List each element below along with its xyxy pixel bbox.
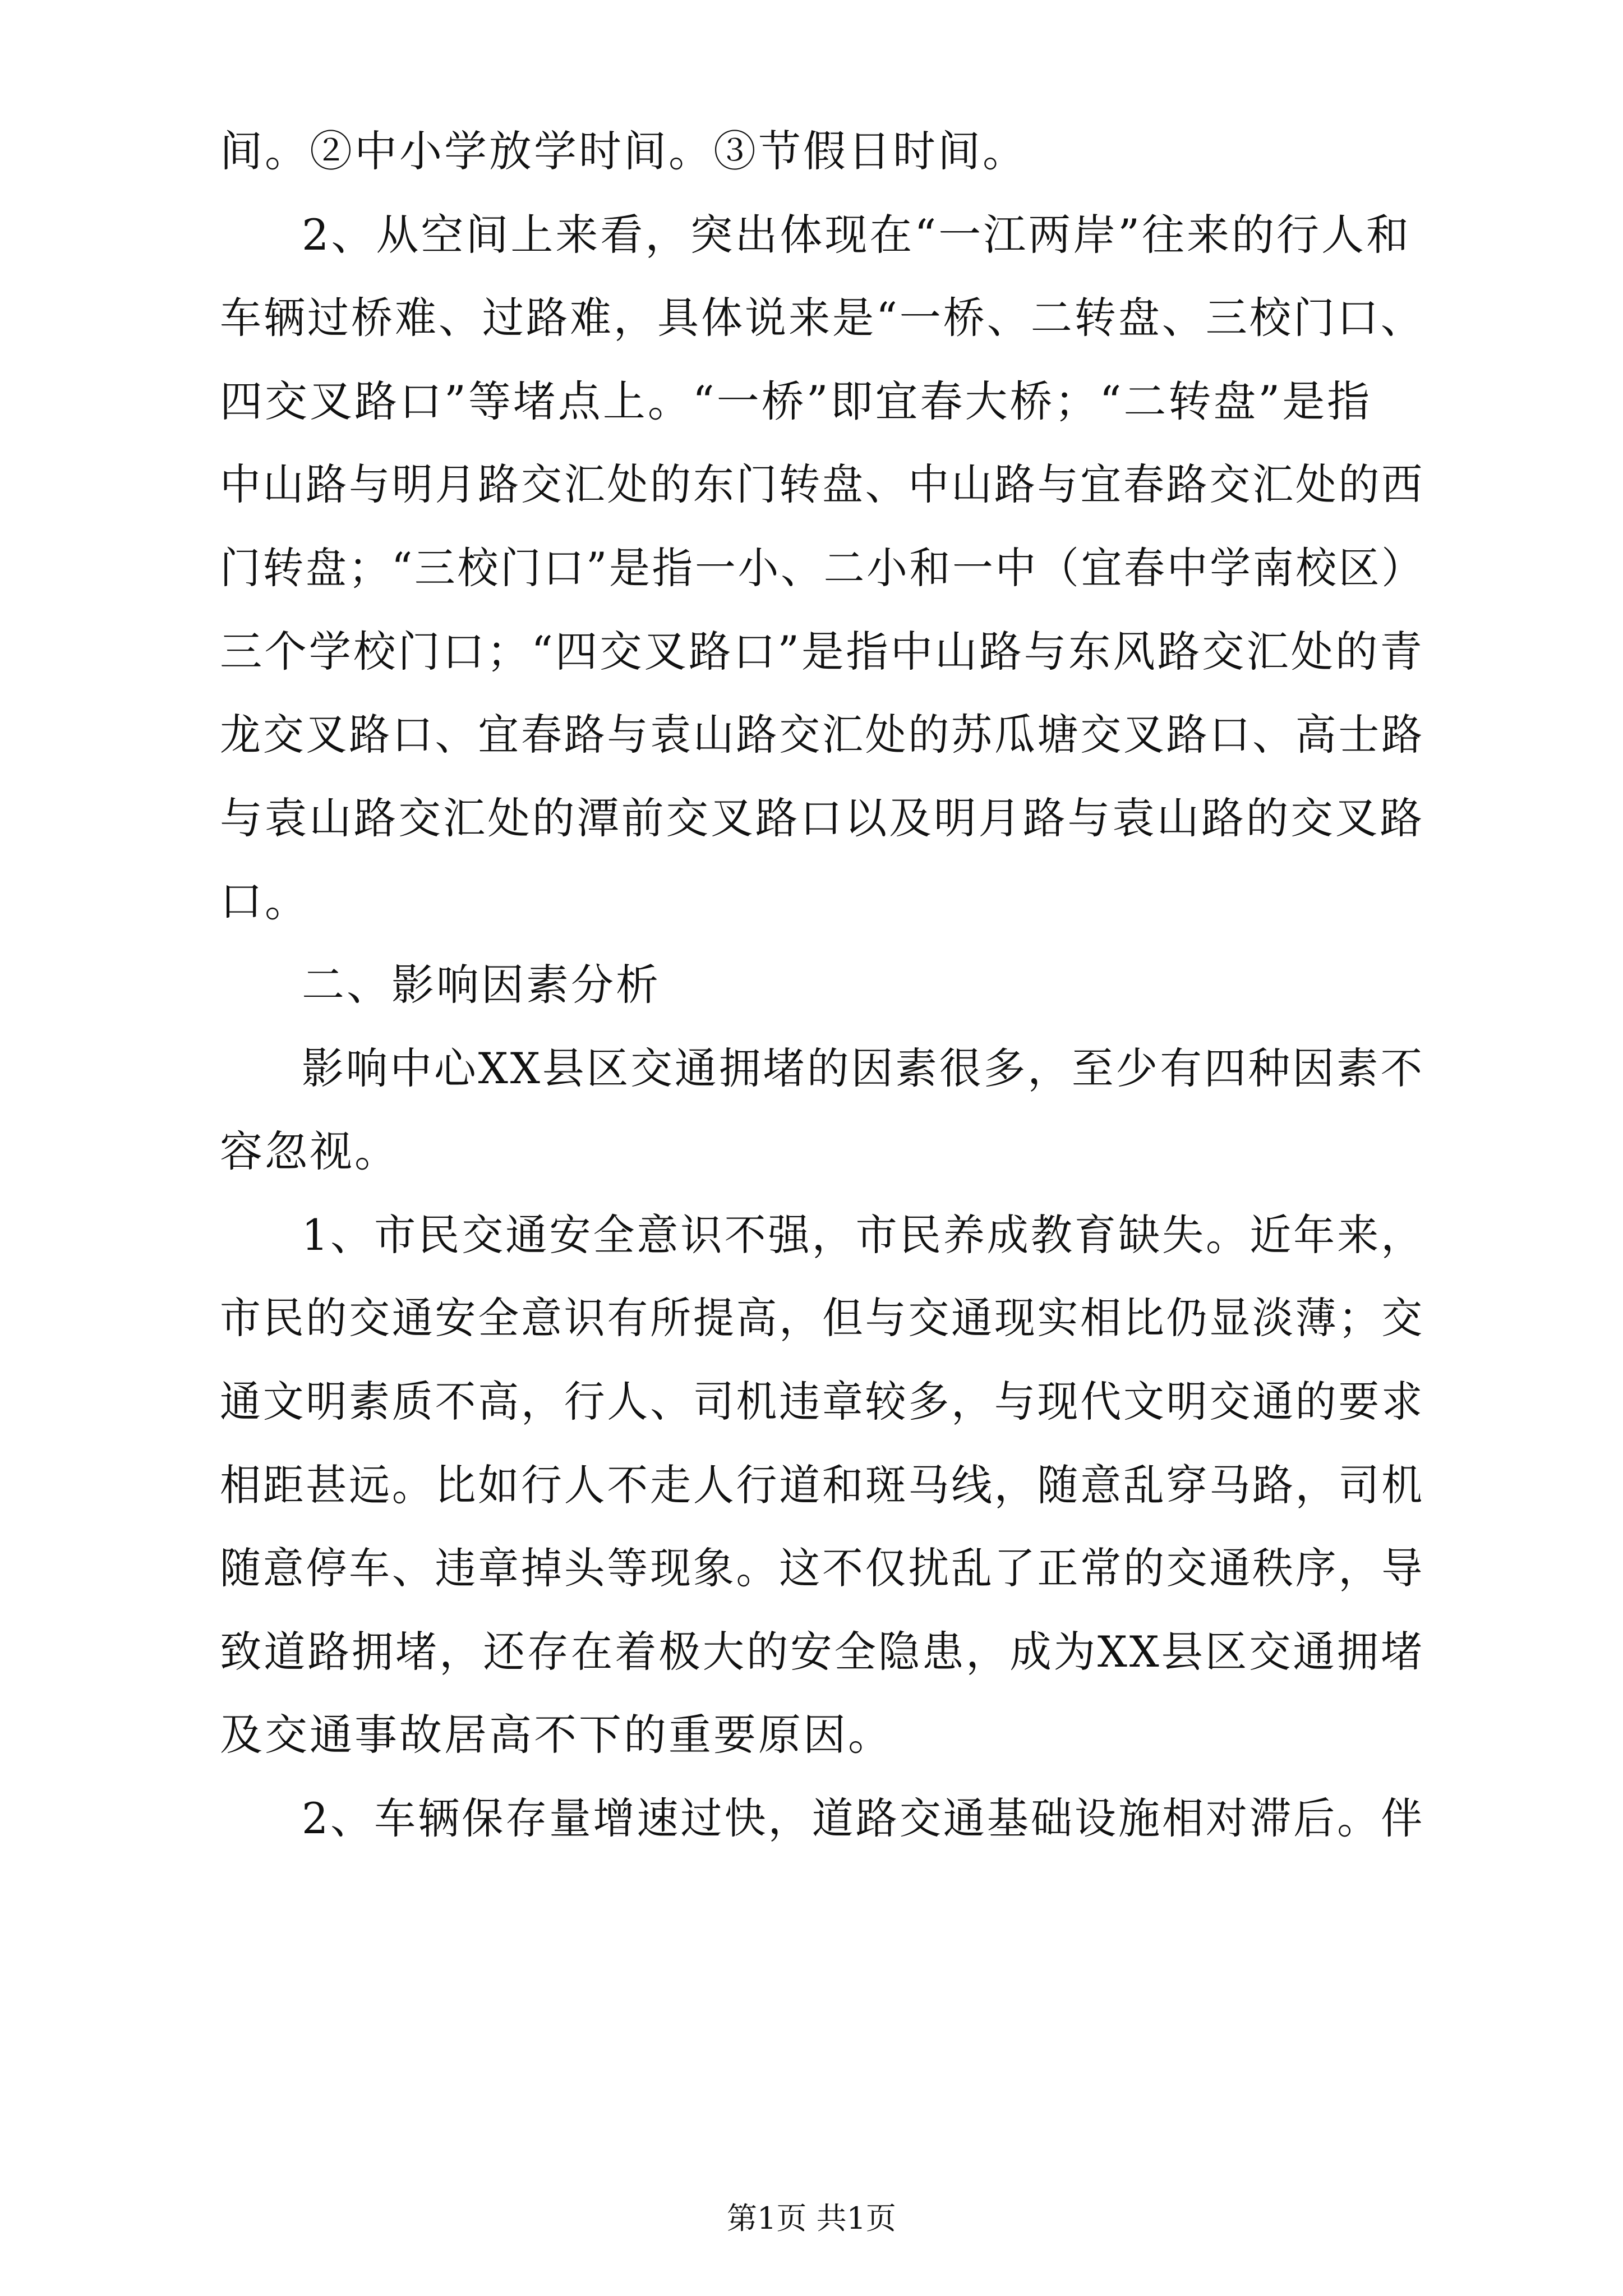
text-line: 中山路与明月路交汇处的东门转盘、中山路与宜春路交汇处的西 (220, 459, 1424, 509)
text-line: 四交叉路口”等堵点上。“一桥”即宜春大桥；“二转盘”是指 (220, 376, 1372, 426)
text-line: 二、影响因素分析 (302, 960, 661, 1010)
text-line: 2、从空间上来看，突出体现在“一江两岸”往来的行人和 (302, 210, 1412, 260)
text-line: 门转盘；“三校门口”是指一小、二小和一中（宜春中学南校区） (220, 543, 1424, 593)
page-footer: 第1页 共1页 (727, 2201, 896, 2236)
text-line: 车辆过桥难、过路难，具体说来是“一桥、二转盘、三校门口、 (220, 293, 1424, 343)
text-line: 随意停车、违章掉头等现象。这不仅扰乱了正常的交通秩序，导 (220, 1543, 1424, 1593)
text-line: 致道路拥堵，还存在着极大的安全隐患，成为XX县区交通拥堵 (220, 1627, 1425, 1677)
text-line: 容忽视。 (220, 1126, 399, 1176)
text-line: 市民的交通安全意识有所提高，但与交通现实相比仍显淡薄；交 (220, 1293, 1424, 1343)
text-line: 1、市民交通安全意识不强，市民养成教育缺失。近年来， (302, 1210, 1425, 1260)
text-line: 影响中心XX县区交通拥堵的因素很多，至少有四种因素不 (302, 1043, 1425, 1093)
text-line: 口。 (220, 876, 310, 926)
text-line: 相距甚远。比如行人不走人行道和斑马线，随意乱穿马路，司机 (220, 1460, 1424, 1510)
text-line: 通文明素质不高，行人、司机违章较多，与现代文明交通的要求 (220, 1377, 1424, 1427)
text-line: 间。②中小学放学时间。③节假日时间。 (220, 126, 1027, 176)
text-line: 三个学校门口；“四交叉路口”是指中山路与东风路交汇处的青 (220, 627, 1424, 677)
text-line: 2、车辆保存量增速过快，道路交通基础设施相对滞后。伴 (302, 1793, 1425, 1843)
text-line: 及交通事故居高不下的重要原因。 (220, 1710, 893, 1760)
text-line: 龙交叉路口、宜春路与袁山路交汇处的苏瓜塘交叉路口、高士路 (220, 710, 1424, 760)
text-line: 与袁山路交汇处的潭前交叉路口以及明月路与袁山路的交叉路 (220, 793, 1424, 843)
